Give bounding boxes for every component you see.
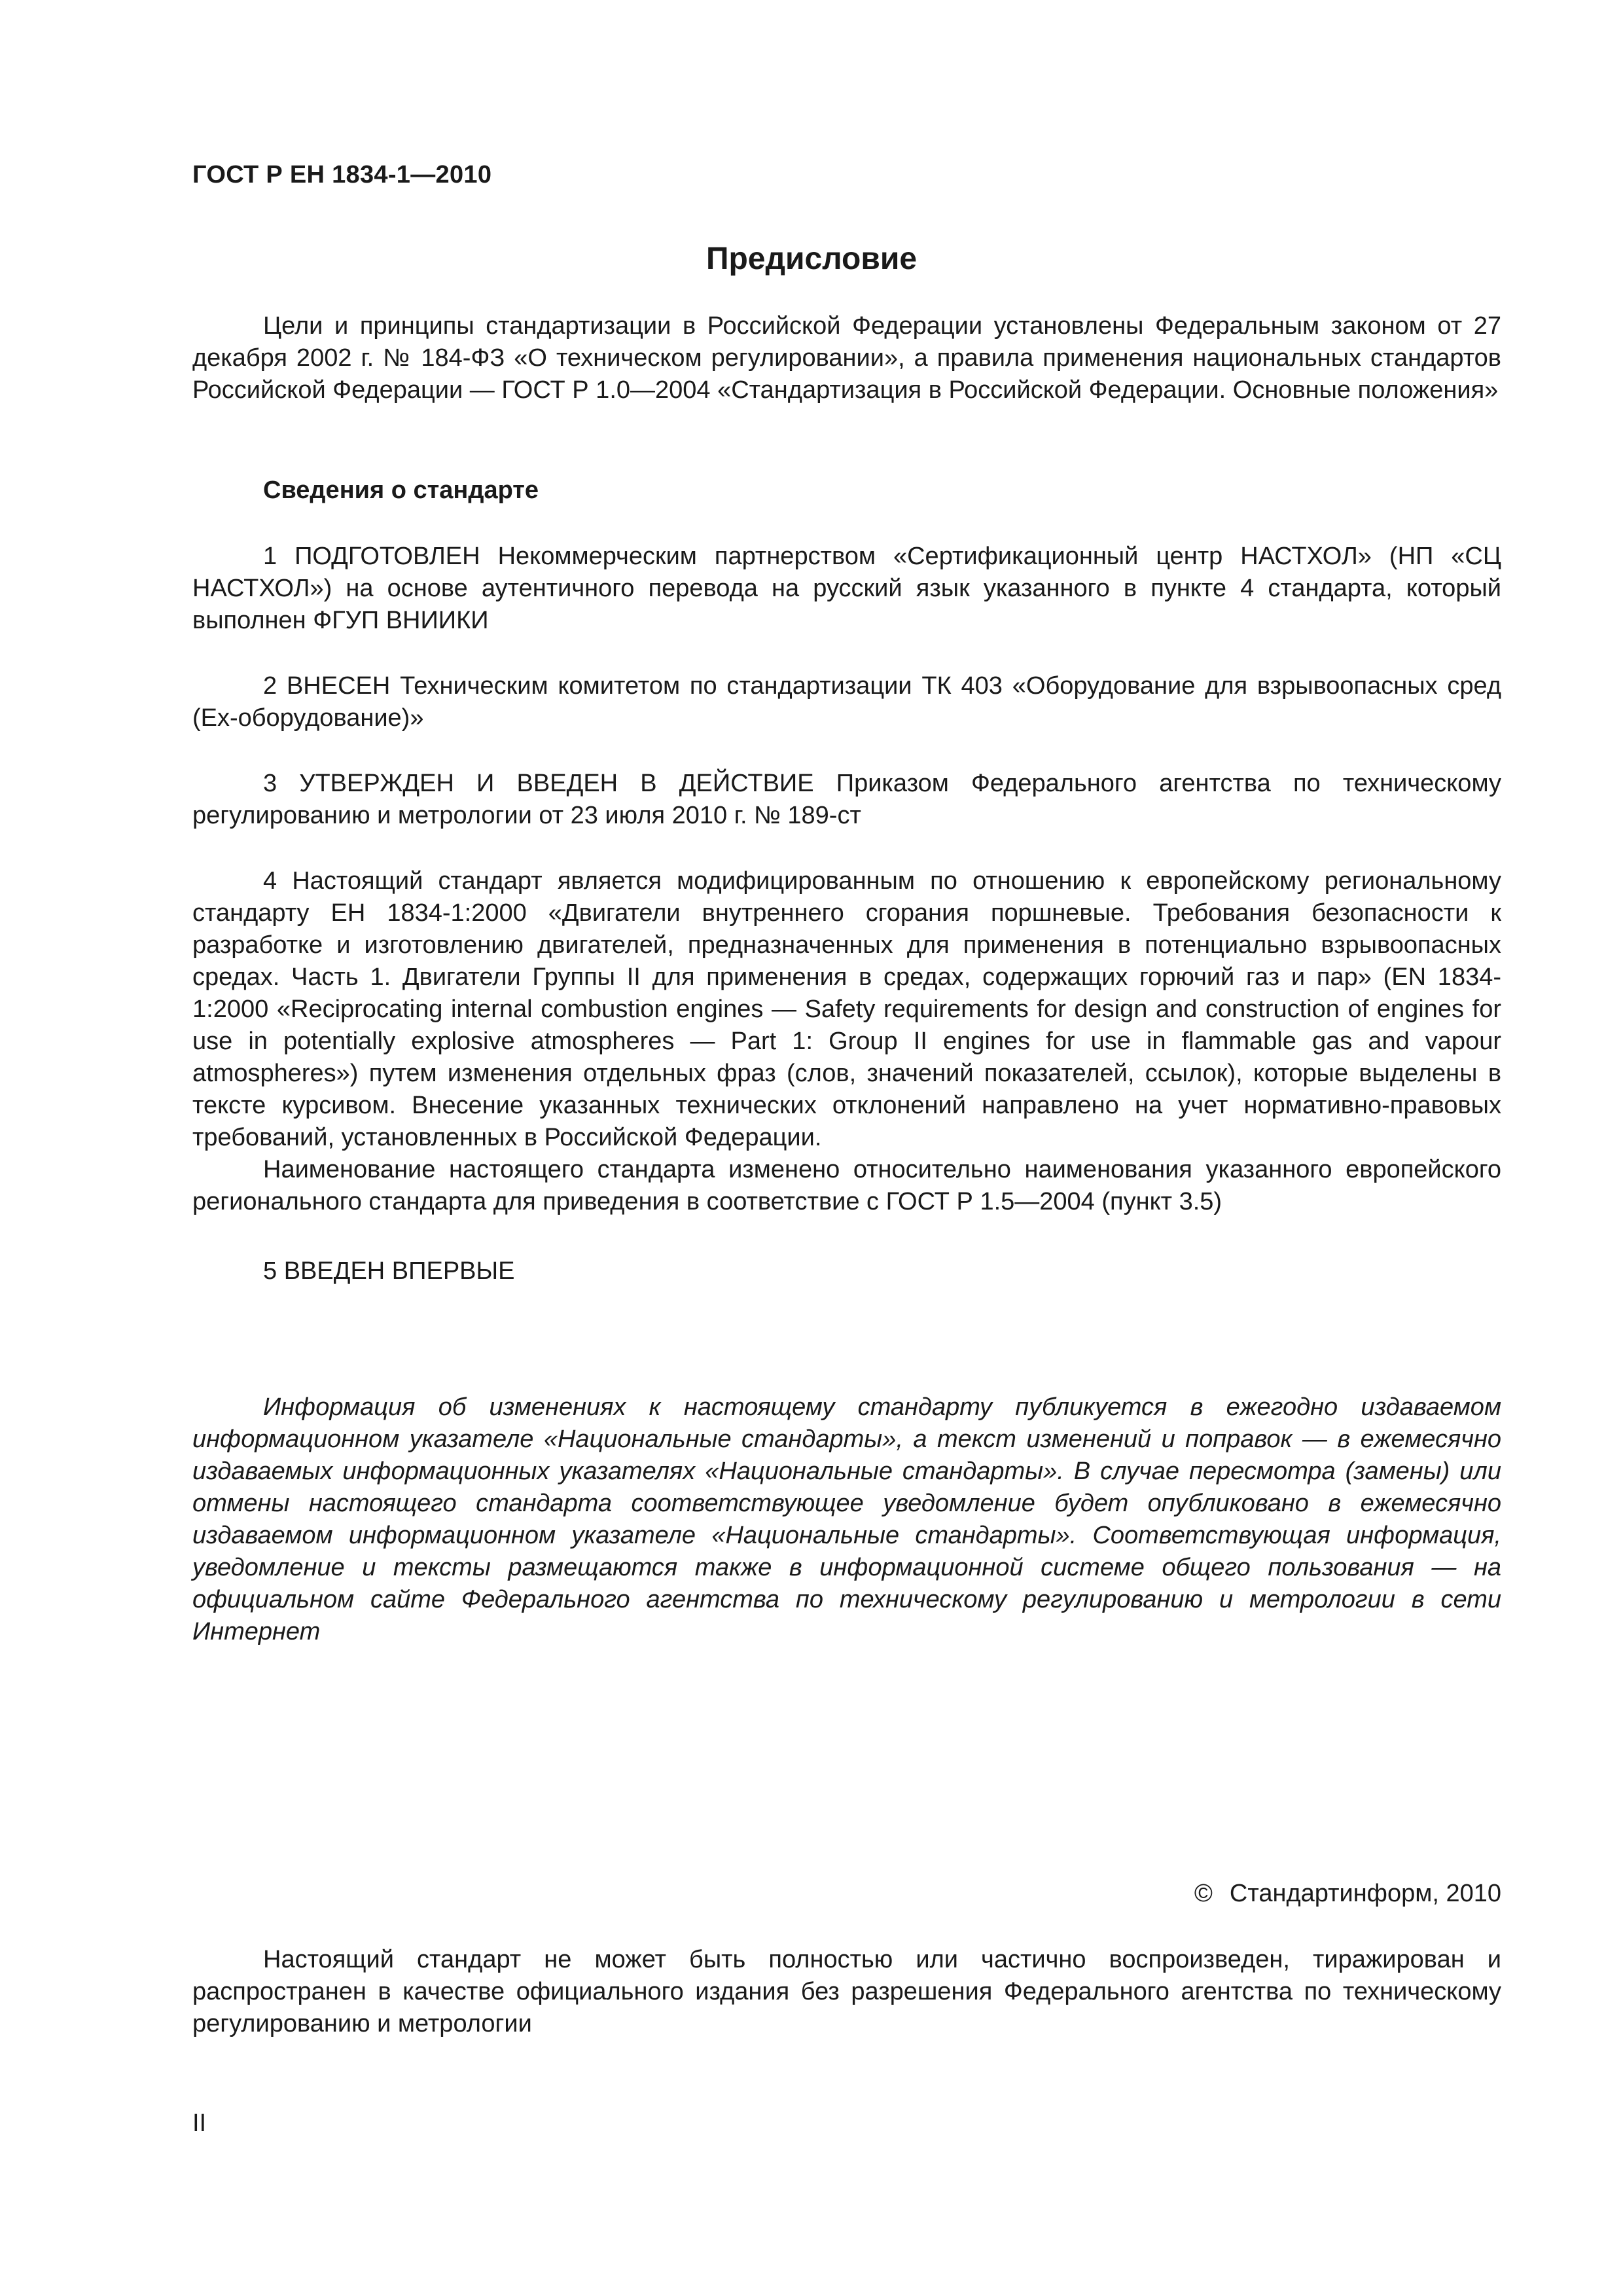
list-item xyxy=(192,670,1501,734)
info-notice xyxy=(192,1391,1501,1648)
page-number: II xyxy=(192,2109,207,2137)
list-item xyxy=(192,865,1501,1218)
item-2-text: 2 ВНЕСЕН Техническим комитетом по стандартизации ТК 403 «Оборудование для взрывоопасных сред (Ех-оборудование)» xyxy=(192,672,1501,732)
item-4-text: 4 Настоящий стандарт является модифицированным по отношению к европейскому региональному стандарту ЕН 1834-1:2000 «Двигатели внутреннего сгорания поршневые. Требования безопасности к разработке и изготовлению двигателей, предназначенных для применения в потенциально взрывоопасных средах. Часть 1. Двигатели Группы II для применения в средах, содержащих горючий газ и пар» (EN 1834-1:2000 «Reciprocating internal combustion engines — Safety requirements for design and construction of engines for use in potentially explosive atmospheres — Part 1: Group II engines for use in flammable gas and vapour atmospheres») путем изменения отдельных фраз (слов, значений показателей, ссылок), которые выделены в тексте курсивом. Внесение указанных технических отклонений направлено на учет нормативно-правовых требований, установленных в Российской Федерации. xyxy=(192,867,1501,1151)
section-heading: Сведения о стандарте xyxy=(263,476,539,504)
item-4-continuation: Наименование настоящего стандарта изменено относительно наименования указанного европейского регионального стандарта для приведения в соответствие с ГОСТ Р 1.5—2004 (пункт 3.5) xyxy=(192,1156,1501,1215)
intro-text: Цели и принципы стандартизации в Российской Федерации установлены Федеральным законом от 27 декабря 2002 г. № 184-ФЗ «О техническом регулировании», а правила применения национальных стандартов Российской Федерации — ГОСТ Р 1.0—2004 «Стандартизация в Российской Федерации. Основные положения» xyxy=(192,312,1501,404)
document-header: ГОСТ Р ЕН 1834-1—2010 xyxy=(192,161,492,188)
reproduction-notice-text: Настоящий стандарт не может быть полностью или частично воспроизведен, тиражирован и распространен в качестве официального издания без разрешения Федерального агентства по техническому регулированию и метрологии xyxy=(192,1946,1501,2037)
item-1-text: 1 ПОДГОТОВЛЕН Некоммерческим партнерством «Сертификационный центр НАСТХОЛ» (НП «СЦ НАСТХОЛ») на основе аутентичного перевода на русский язык указанного в пункте 4 стандарта, который выполнен ФГУП ВНИИКИ xyxy=(192,543,1501,634)
item-5-text: 5 ВВЕДЕН ВПЕРВЫЕ xyxy=(263,1257,515,1285)
list-item xyxy=(192,768,1501,832)
copyright-line xyxy=(1194,1880,1501,1908)
item-3-text: 3 УТВЕРЖДЕН И ВВЕДЕН В ДЕЙСТВИЕ Приказом Федерального агентства по техническому регулированию и метрологии от 23 июля 2010 г. № 189-ст xyxy=(192,770,1501,829)
page-title: Предисловие xyxy=(705,242,918,276)
reproduction-notice xyxy=(192,1944,1501,2040)
info-notice-text: Информация об изменениях к настоящему стандарту публикуется в ежегодно издаваемом информационном указателе «Национальные стандарты», а текст изменений и поправок — в ежемесячно издаваемых информационных указателях «Национальные стандарты». В случае пересмотра (замены) или отмены настоящего стандарта соответствующее уведомление будет опубликовано в ежемесячно издаваемом информационном указателе «Национальные стандарты». Соответствующая информация, уведомление и тексты размещаются также в информационной системе общего пользования — на официальном сайте Федерального агентства по техническому регулированию и метрологии в сети Интернет xyxy=(192,1393,1501,1645)
copyright-text: Стандартинформ, 2010 xyxy=(1229,1880,1501,1907)
list-item xyxy=(192,1255,1501,1287)
intro-paragraph xyxy=(192,310,1501,406)
list-item xyxy=(192,541,1501,637)
copyright-icon: © xyxy=(1194,1880,1213,1907)
